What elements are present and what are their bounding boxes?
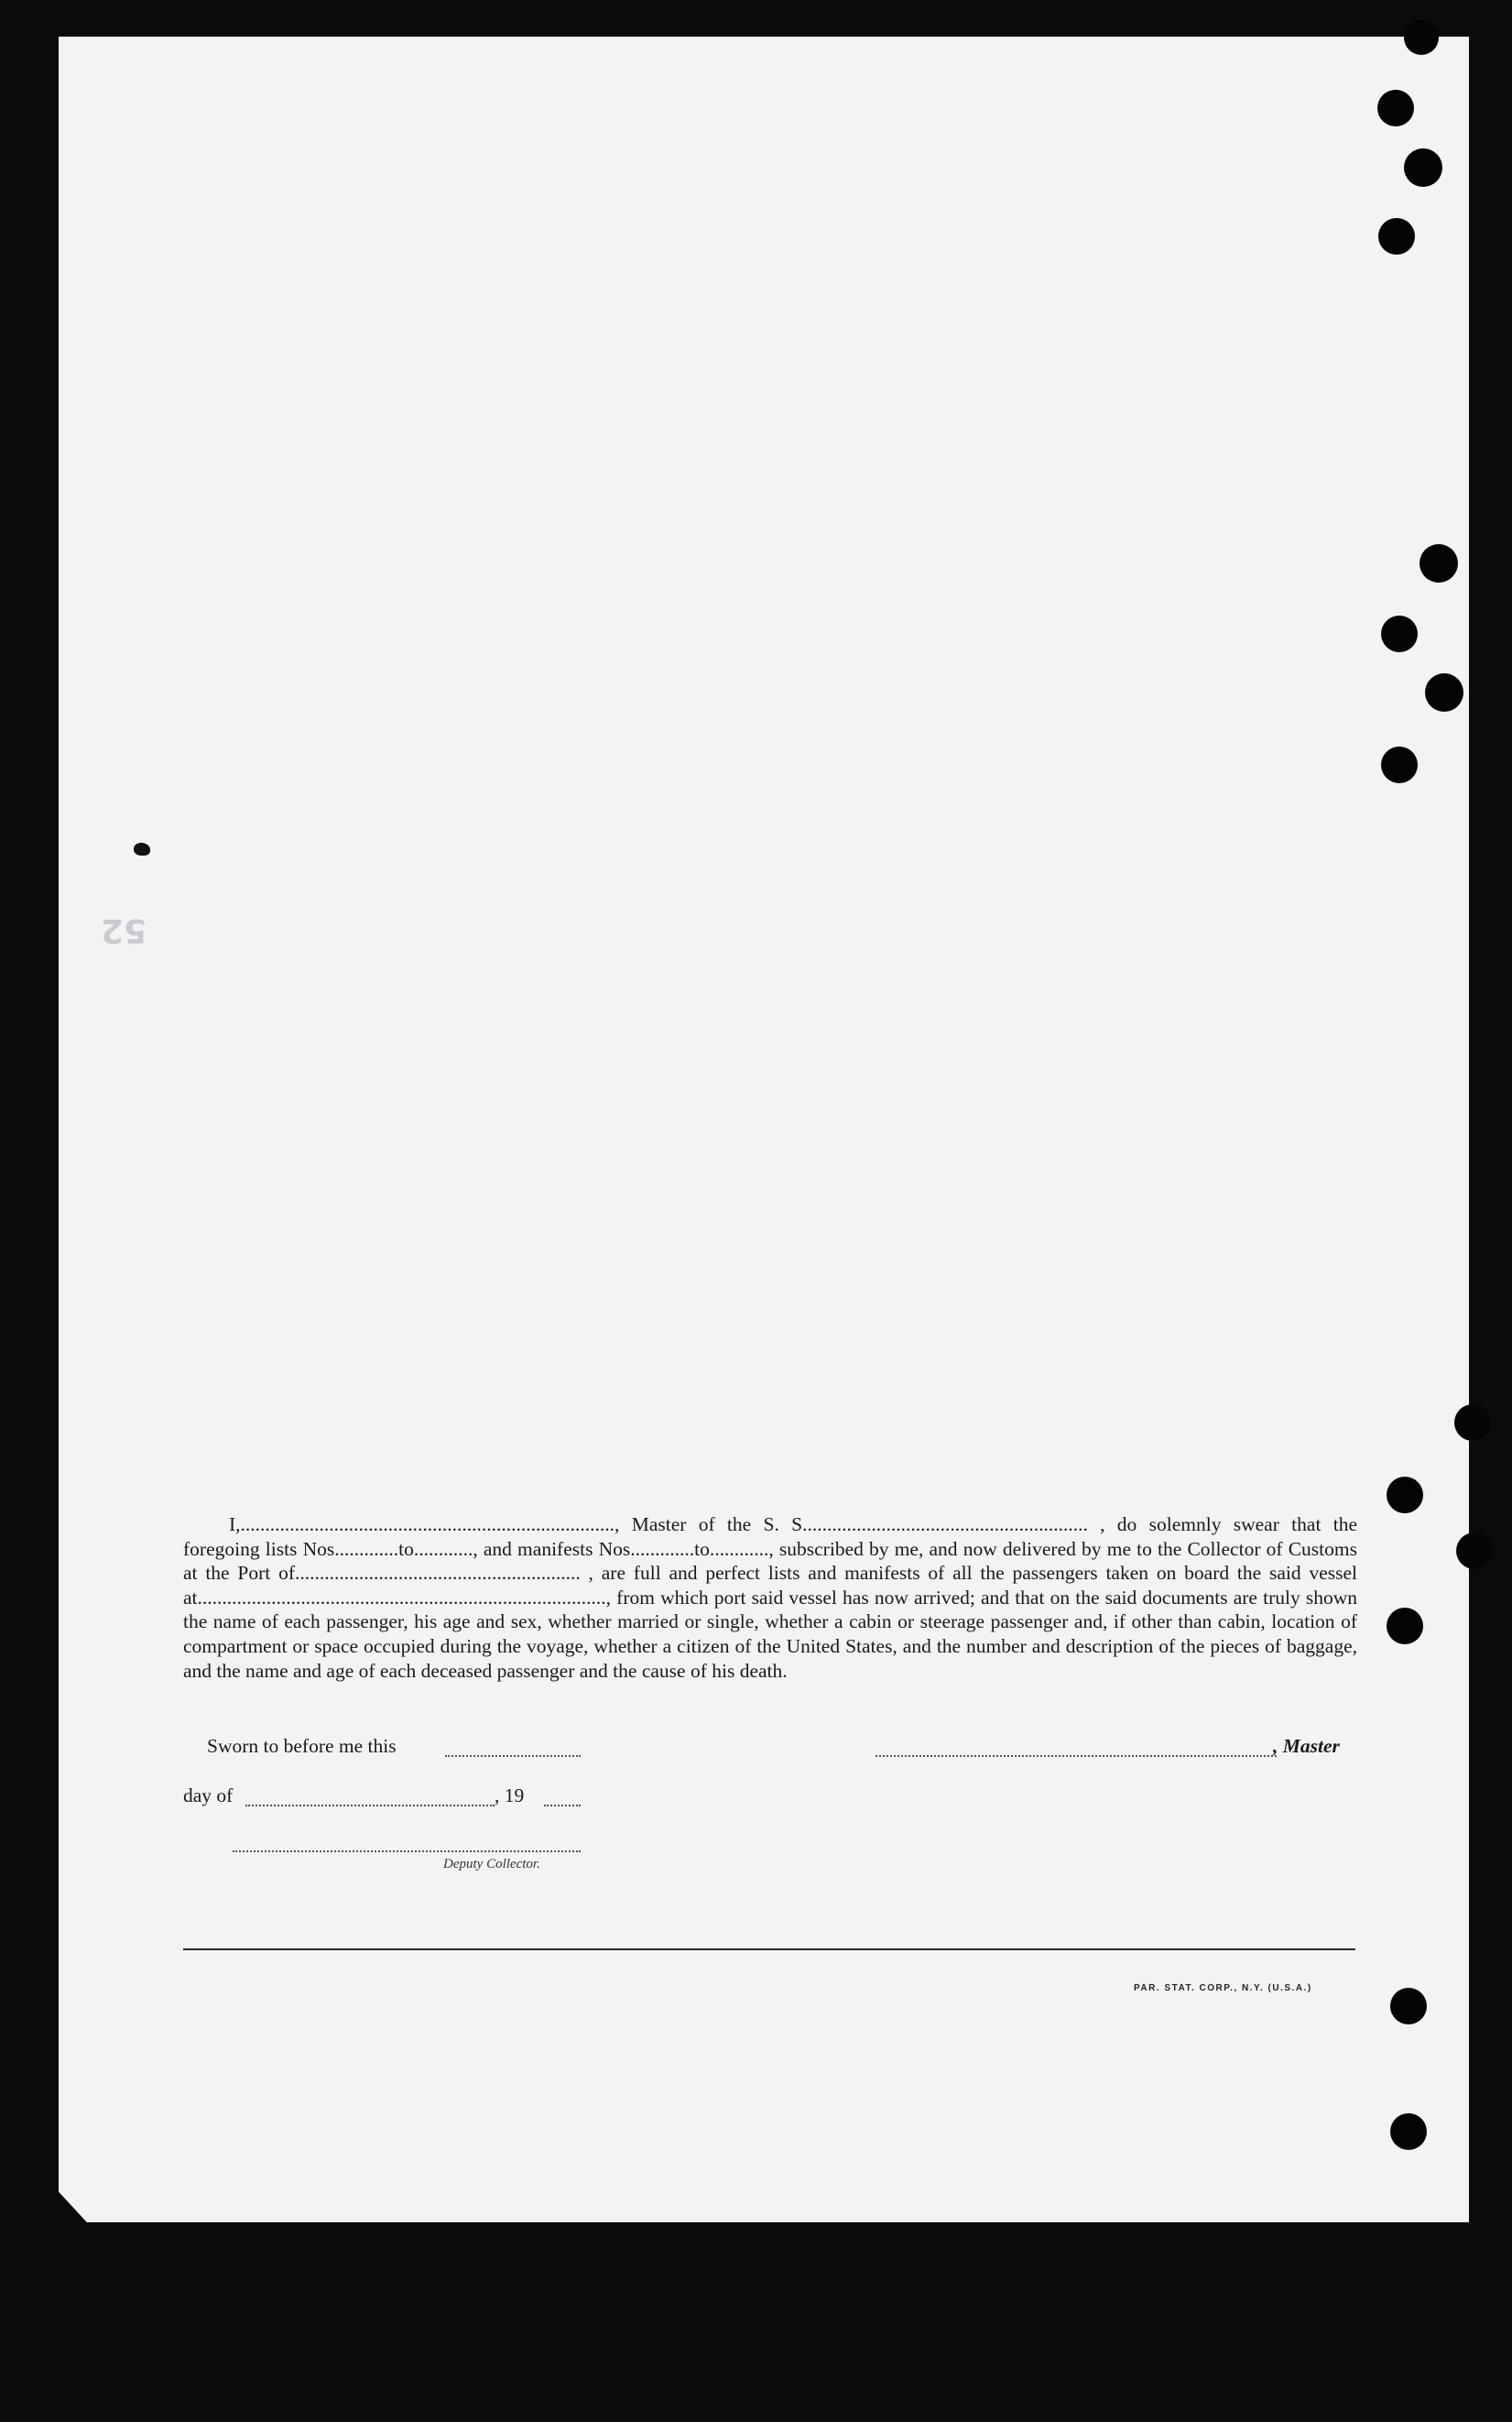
day-of-label: day of: [183, 1784, 234, 1806]
master-oath-paragraph: I,............................................................................, Master of the S. S.......................................................... , do solemnly swear that the foregoing lists Nos.............to............, and manifests Nos.............to............, subscribed by me, and now delivered by me to the Collector of Customs at the Port of.......................................................... , are full and perfect lists and manifests of all the passengers taken on board the said vessel at..................................................................................., from which port said vessel has now arrived; and that on the said documents are truly shown the name of each passenger, his age and sex, whether married or single, whether a cabin or steerage passenger and, if other than cabin, location of compartment or space occupied during the voyage, whether a citizen of the United States, and the number and description of the pieces of baggage, and the name and age of each deceased passenger and the cause of his death.: [183, 1513, 1357, 1682]
sworn-label: Sworn to before me this: [207, 1735, 397, 1757]
punch-hole: [1454, 1404, 1491, 1441]
punch-hole: [1381, 747, 1418, 783]
master-label: , Master: [1273, 1735, 1340, 1757]
punch-hole: [1387, 1477, 1423, 1513]
punch-hole: [1381, 616, 1418, 652]
punch-hole: [1387, 1608, 1423, 1644]
deputy-signature-blank: [233, 1850, 581, 1852]
punch-hole: [1425, 673, 1463, 712]
bottom-rule: [183, 1948, 1355, 1950]
ink-smudge: [134, 843, 150, 856]
master-signature-blank: [876, 1755, 1277, 1757]
punch-hole: [1404, 20, 1439, 55]
paper-sheet: [59, 37, 1469, 2222]
printer-imprint: PAR. STAT. CORP., N.Y. (U.S.A.): [1134, 1983, 1312, 1993]
punch-hole: [1378, 218, 1415, 255]
punch-hole: [1390, 1988, 1427, 2024]
deputy-collector-label: Deputy Collector.: [443, 1857, 540, 1871]
sworn-date-blank: [445, 1755, 581, 1757]
year-label: , 19: [495, 1784, 525, 1806]
day-of-blank: [245, 1805, 495, 1806]
margin-number: 52: [101, 911, 147, 949]
year-blank: [544, 1805, 581, 1806]
punch-hole: [1456, 1533, 1493, 1569]
punch-hole: [1377, 90, 1414, 126]
punch-hole: [1404, 148, 1442, 187]
punch-hole: [1390, 2113, 1427, 2150]
punch-hole: [1420, 544, 1458, 583]
